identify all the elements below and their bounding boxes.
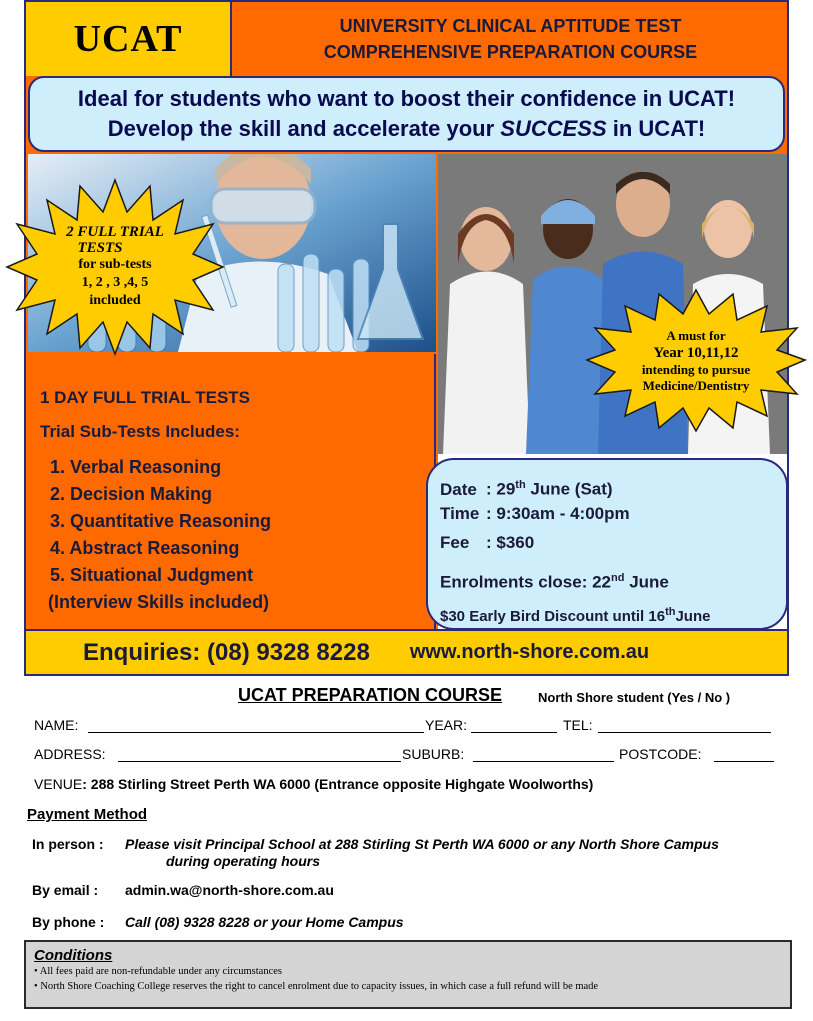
trial-tests-starburst bbox=[5, 178, 225, 356]
time-value: : 9:30am - 4:00pm bbox=[486, 504, 630, 523]
fee-label: Fee bbox=[440, 533, 470, 552]
subtest-item: (Interview Skills included) bbox=[48, 592, 270, 612]
trial-tests-panel bbox=[28, 354, 436, 629]
subtest-item: 1. Verbal Reasoning bbox=[50, 457, 222, 477]
suburb-label: SUBURB: bbox=[402, 746, 465, 762]
bullet-icon: • bbox=[34, 981, 41, 992]
trial-subheading: Trial Sub-Tests Includes: bbox=[40, 422, 240, 441]
date-prefix: : 29 bbox=[486, 479, 516, 499]
form-title: UCAT PREPARATION COURSE bbox=[238, 685, 503, 705]
conditions-title: Conditions bbox=[34, 947, 113, 964]
headline-banner bbox=[28, 76, 785, 152]
year-levels-starburst-text bbox=[585, 288, 807, 433]
year-field[interactable] bbox=[471, 732, 557, 733]
course-details-box bbox=[426, 458, 788, 630]
burst-left-line1: 2 FULL TRIAL bbox=[66, 224, 164, 240]
subtest-item: 4. Abstract Reasoning bbox=[50, 538, 240, 558]
enquiry-bar bbox=[26, 629, 787, 674]
enrolment-close-row bbox=[440, 558, 786, 594]
headline-line1: Ideal for students who want to boost their confidence in UCAT! bbox=[77, 86, 736, 111]
headline-line2-prefix: Develop the skill and accelerate your bbox=[107, 116, 501, 141]
phone-label: By phone : bbox=[32, 914, 105, 930]
postcode-label: POSTCODE: bbox=[619, 746, 702, 762]
venue-line bbox=[34, 776, 593, 792]
burst-left-line2: TESTS bbox=[77, 240, 123, 256]
early-suffix: June bbox=[675, 608, 711, 625]
student-status-note[interactable]: North Shore student (Yes / No ) bbox=[538, 690, 731, 705]
website-link[interactable]: www.north-shore.com.au bbox=[409, 641, 650, 663]
trial-heading: 1 DAY FULL TRIAL TESTS bbox=[40, 388, 251, 407]
in-person-label: In person : bbox=[32, 836, 104, 852]
time-row bbox=[440, 500, 786, 528]
subtest-item: 2. Decision Making bbox=[50, 484, 213, 504]
burst-left-line5: included bbox=[89, 293, 141, 308]
headline-line2-suffix: in UCAT! bbox=[606, 116, 706, 141]
trial-tests-starburst-text bbox=[5, 178, 225, 356]
year-levels-starburst bbox=[585, 288, 807, 433]
name-field[interactable] bbox=[88, 732, 424, 733]
course-title-line2: COMPREHENSIVE PREPARATION COURSE bbox=[323, 42, 698, 62]
tel-label: TEL: bbox=[563, 717, 593, 733]
tel-field[interactable] bbox=[598, 732, 771, 733]
address-label: ADDRESS: bbox=[34, 746, 106, 762]
year-label: YEAR: bbox=[425, 717, 468, 733]
in-person-text2: during operating hours bbox=[166, 853, 320, 869]
name-label: NAME: bbox=[34, 717, 79, 733]
course-title-line1: UNIVERSITY CLINICAL APTITUDE TEST bbox=[339, 16, 682, 36]
condition-text: All fees paid are non-refundable under any circumstances bbox=[39, 966, 283, 977]
burst-left-line3: for sub-tests bbox=[78, 257, 152, 272]
early-bird-row bbox=[440, 594, 786, 624]
condition-item bbox=[34, 964, 790, 979]
address-field[interactable] bbox=[118, 761, 401, 762]
venue-value: : 288 Stirling Street Perth WA 6000 (Entrance opposite Highgate Woolworths) bbox=[82, 776, 594, 792]
postcode-field[interactable] bbox=[714, 761, 774, 762]
early-sup: th bbox=[665, 606, 676, 618]
phone-text: Call (08) 9328 8228 or your Home Campus bbox=[125, 914, 404, 930]
fee-value: : $360 bbox=[486, 533, 535, 552]
payment-method-title: Payment Method bbox=[27, 806, 148, 823]
date-row bbox=[440, 470, 786, 500]
email-value[interactable]: admin.wa@north-shore.com.au bbox=[125, 882, 334, 898]
phone-value bbox=[125, 914, 404, 930]
burst-right-line2: Year 10,11,12 bbox=[653, 345, 739, 361]
date-suffix: June (Sat) bbox=[525, 479, 613, 499]
burst-right-line4: Medicine/Dentistry bbox=[642, 378, 750, 393]
email-label: By email : bbox=[32, 882, 99, 898]
burst-left-line4: 1, 2 , 3 ,4, 5 bbox=[81, 275, 149, 290]
early-prefix: $30 Early Bird Discount until 16 bbox=[440, 608, 666, 625]
ucat-logo bbox=[26, 2, 232, 76]
subtest-item: 3. Quantitative Reasoning bbox=[50, 511, 272, 531]
condition-text: North Shore Coaching College reserves the right to cancel enrolment due to capacity issues, in which case a full refund will be made bbox=[40, 981, 599, 992]
date-sup: th bbox=[515, 479, 526, 491]
enrol-suffix: June bbox=[624, 572, 669, 592]
course-title bbox=[234, 2, 787, 76]
enquiry-phone: Enquiries: (08) 9328 8228 bbox=[83, 638, 370, 666]
bullet-icon: • bbox=[34, 966, 40, 977]
date-label: Date bbox=[440, 479, 477, 499]
suburb-field[interactable] bbox=[473, 761, 614, 762]
time-label: Time bbox=[440, 504, 480, 523]
in-person-text1: Please visit Principal School at 288 Stirling St Perth WA 6000 or any North Shore Campus bbox=[125, 836, 719, 852]
fee-row bbox=[440, 528, 786, 558]
enrol-sup: nd bbox=[611, 572, 625, 584]
enrol-prefix: Enrolments close: 22 bbox=[440, 572, 612, 592]
condition-item bbox=[34, 979, 790, 994]
burst-right-line3: intending to pursue bbox=[641, 362, 751, 377]
venue-label: VENUE bbox=[34, 776, 83, 792]
headline-emphasis: SUCCESS bbox=[500, 116, 607, 141]
in-person-line1 bbox=[125, 836, 719, 852]
burst-right-line1: A must for bbox=[666, 328, 726, 343]
in-person-line2 bbox=[125, 853, 320, 869]
logo-text: UCAT bbox=[73, 18, 183, 60]
headline-line2 bbox=[108, 114, 705, 144]
conditions-box bbox=[24, 940, 792, 1009]
subtest-item: 5. Situational Judgment bbox=[50, 565, 254, 585]
subtest-list bbox=[50, 454, 271, 616]
